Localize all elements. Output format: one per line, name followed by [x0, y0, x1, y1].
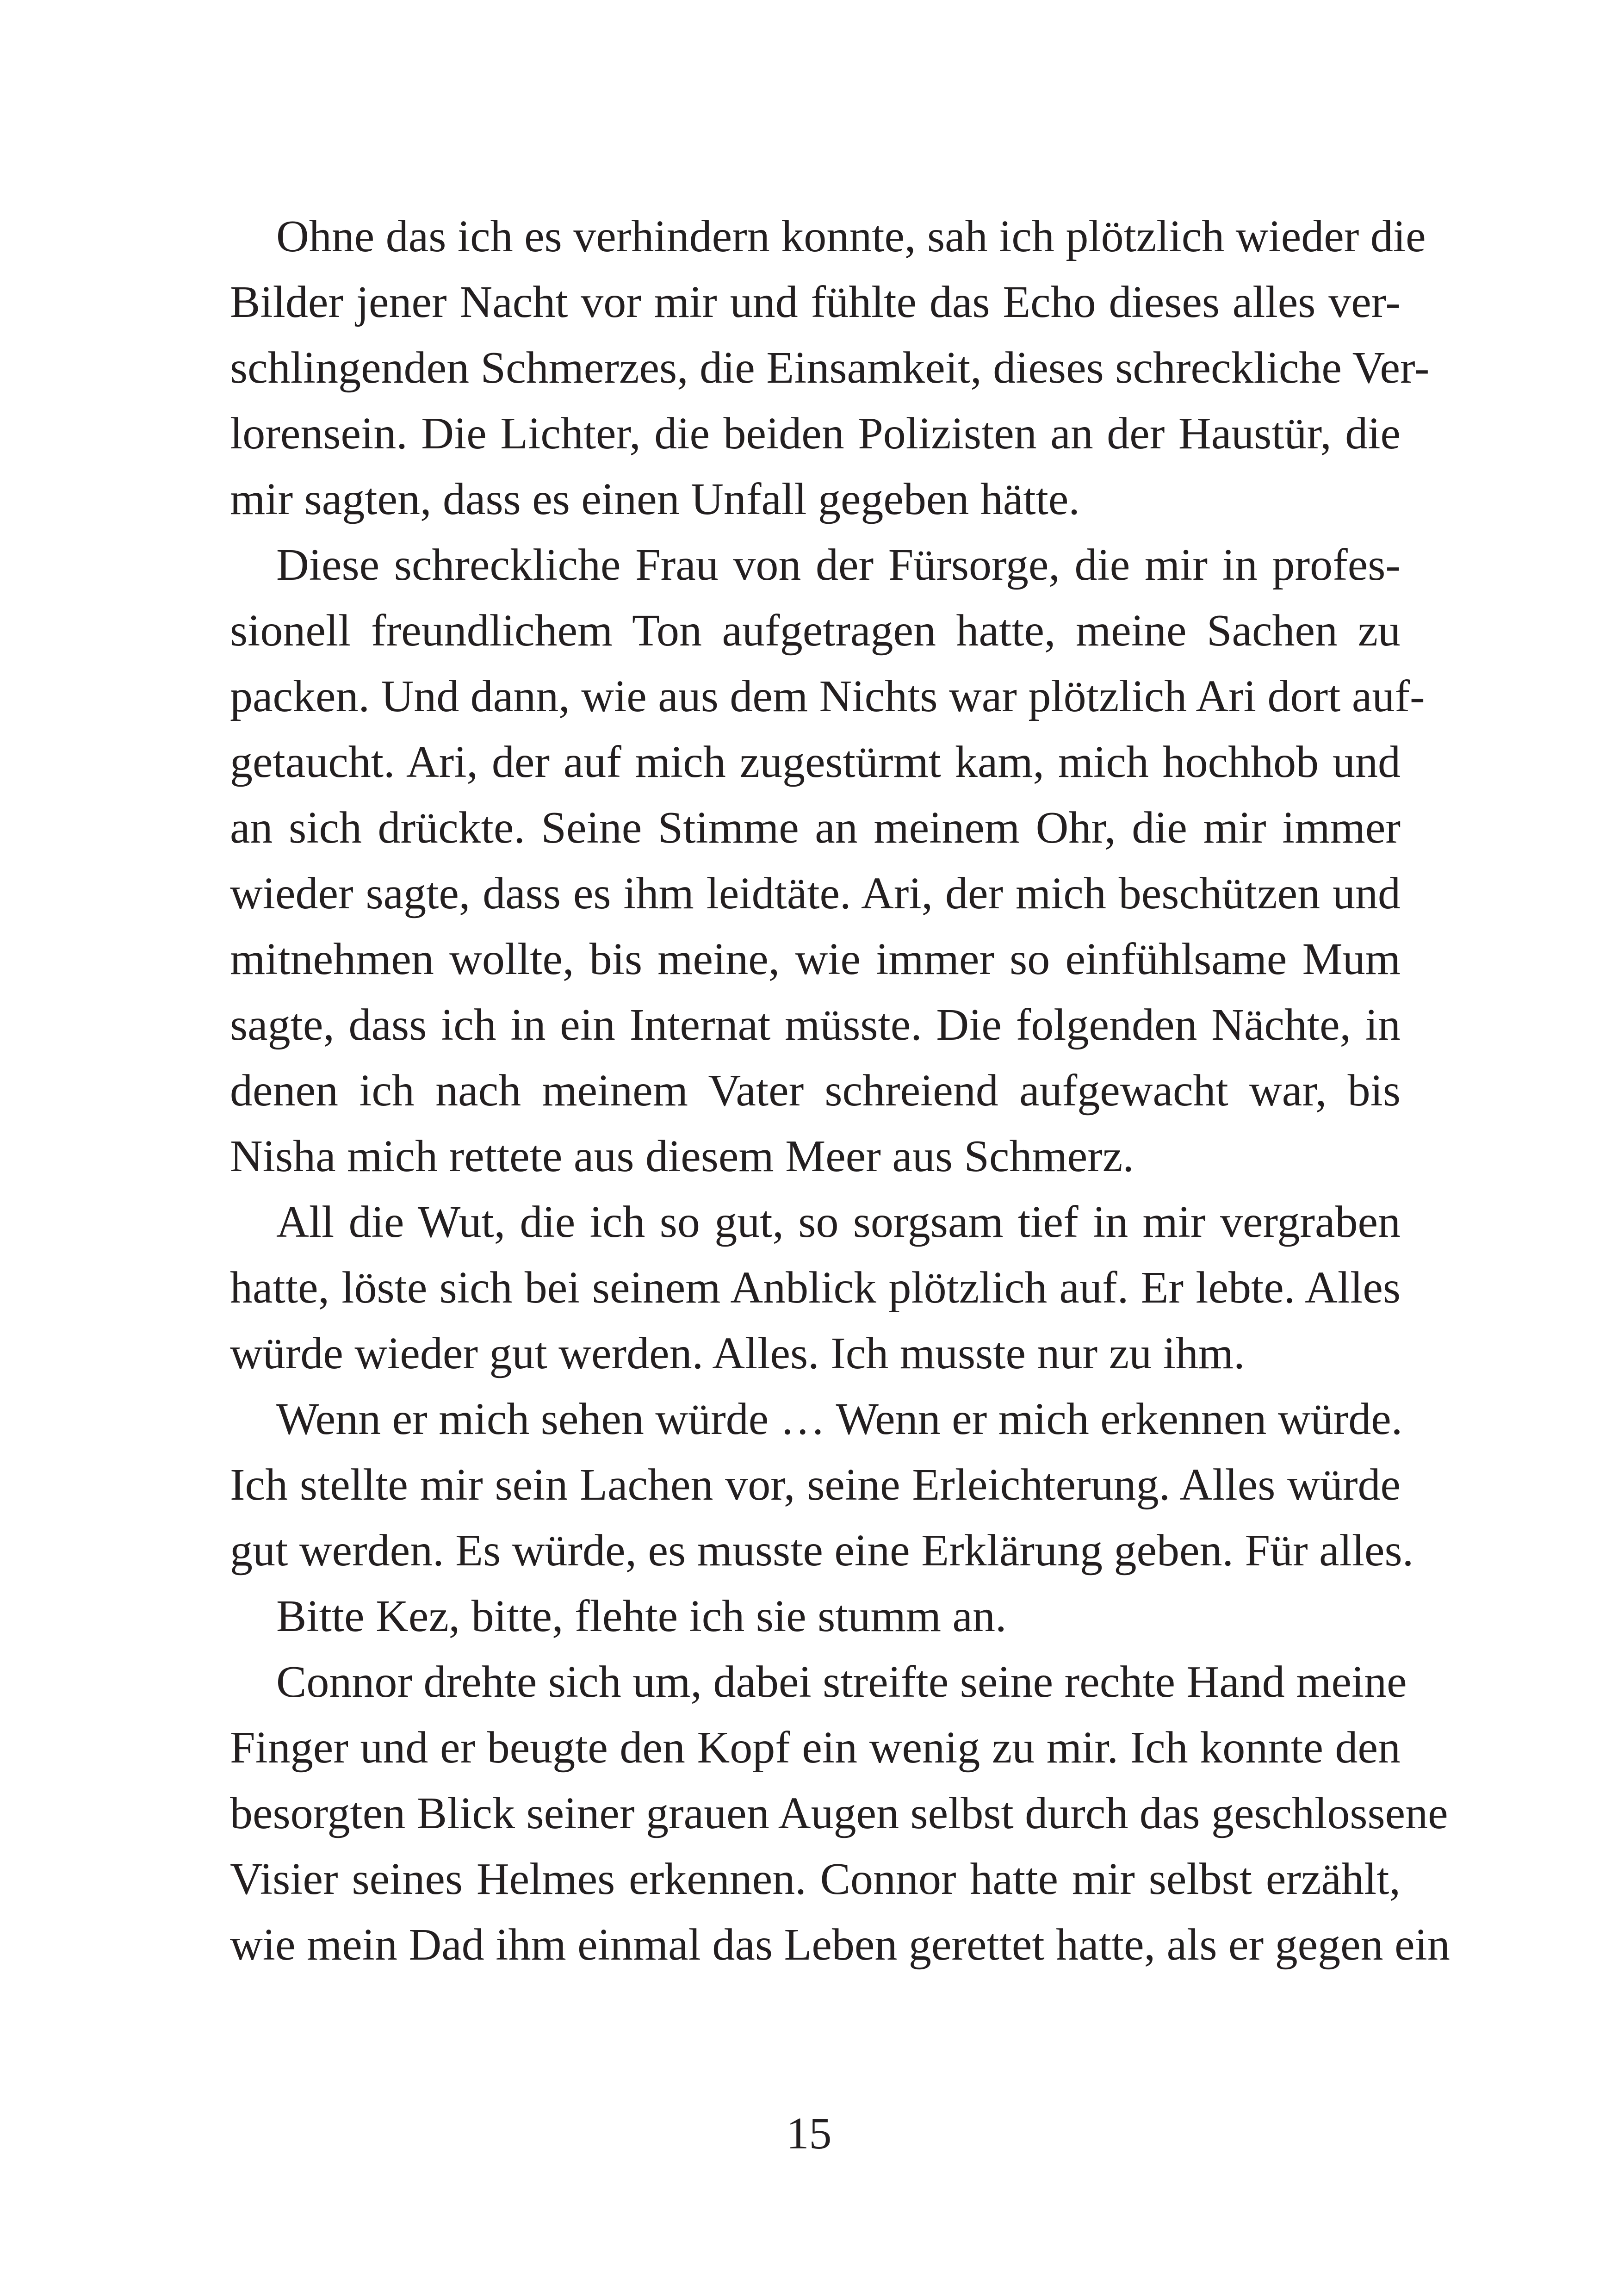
text-line: Finger und er beugte den Kopf ein wenig zu mir. Ich konnte den: [230, 1723, 1401, 1773]
text-line: Bilder jener Nacht vor mir und fühlte das Echo dieses alles ver-: [230, 277, 1401, 327]
text-line: Nisha mich rettete aus diesem Meer aus Schmerz.: [230, 1131, 1134, 1181]
text-line: an sich drückte. Seine Stimme an meinem Ohr, die mir immer: [230, 803, 1401, 853]
text-line: Connor drehte sich um, dabei streifte seine rechte Hand meine: [276, 1657, 1407, 1707]
body-text: [230, 204, 1450, 1978]
paragraph-2: [230, 532, 1425, 1189]
text-line: mir sagten, dass es einen Unfall gegeben hätte.: [230, 474, 1080, 524]
text-line: lorensein. Die Lichter, die beiden Polizisten an der Haustür, die: [230, 409, 1401, 459]
text-line: sionell freundlichem Ton aufgetragen hatte, meine Sachen zu: [230, 606, 1401, 656]
text-line: Diese schreckliche Frau von der Fürsorge, die mir in profes-: [276, 540, 1401, 590]
text-line: wie mein Dad ihm einmal das Leben gerettet hatte, als er gegen ein: [230, 1920, 1450, 1970]
page-number: 15: [786, 2109, 832, 2159]
text-line: Visier seines Helmes erkennen. Connor hatte mir selbst erzählt,: [230, 1854, 1401, 1904]
paragraph-3: [230, 1189, 1401, 1386]
text-line: wieder sagte, dass es ihm leidtäte. Ari, der mich beschützen und: [230, 869, 1401, 918]
paragraph-1: [230, 204, 1430, 532]
text-line: Ich stellte mir sein Lachen vor, seine Erleichterung. Alles würde: [230, 1460, 1401, 1510]
text-line: würde wieder gut werden. Alles. Ich musste nur zu ihm.: [230, 1328, 1245, 1378]
text-line: getaucht. Ari, der auf mich zugestürmt kam, mich hochhob und: [230, 737, 1401, 787]
paragraph-4: [230, 1386, 1414, 1583]
text-line: Ohne das ich es verhindern konnte, sah ich plötzlich wieder die: [276, 211, 1426, 261]
text-line: Wenn er mich sehen würde … Wenn er mich erkennen würde.: [276, 1394, 1403, 1444]
text-line: Bitte Kez, bitte, flehte ich sie stumm an.: [276, 1591, 1007, 1641]
text-line: sagte, dass ich in ein Internat müsste. Die folgenden Nächte, in: [230, 1000, 1401, 1050]
text-line: schlingenden Schmerzes, die Einsamkeit, dieses schreckliche Ver-: [230, 343, 1430, 393]
text-line: All die Wut, die ich so gut, so sorgsam tief in mir vergraben: [276, 1197, 1401, 1247]
text-line: denen ich nach meinem Vater schreiend aufgewacht war, bis: [230, 1066, 1401, 1116]
text-line: besorgten Blick seiner grauen Augen selbst durch das geschlossene: [230, 1788, 1448, 1838]
text-line: gut werden. Es würde, es musste eine Erklärung geben. Für alles.: [230, 1526, 1414, 1576]
paragraph-6: [230, 1649, 1450, 1978]
text-line: hatte, löste sich bei seinem Anblick plötzlich auf. Er lebte. Alles: [230, 1263, 1401, 1313]
paragraph-5: [230, 1583, 1401, 1649]
text-line: mitnehmen wollte, bis meine, wie immer so einfühlsame Mum: [230, 934, 1401, 984]
text-line: packen. Und dann, wie aus dem Nichts war plötzlich Ari dort auf-: [230, 671, 1425, 721]
